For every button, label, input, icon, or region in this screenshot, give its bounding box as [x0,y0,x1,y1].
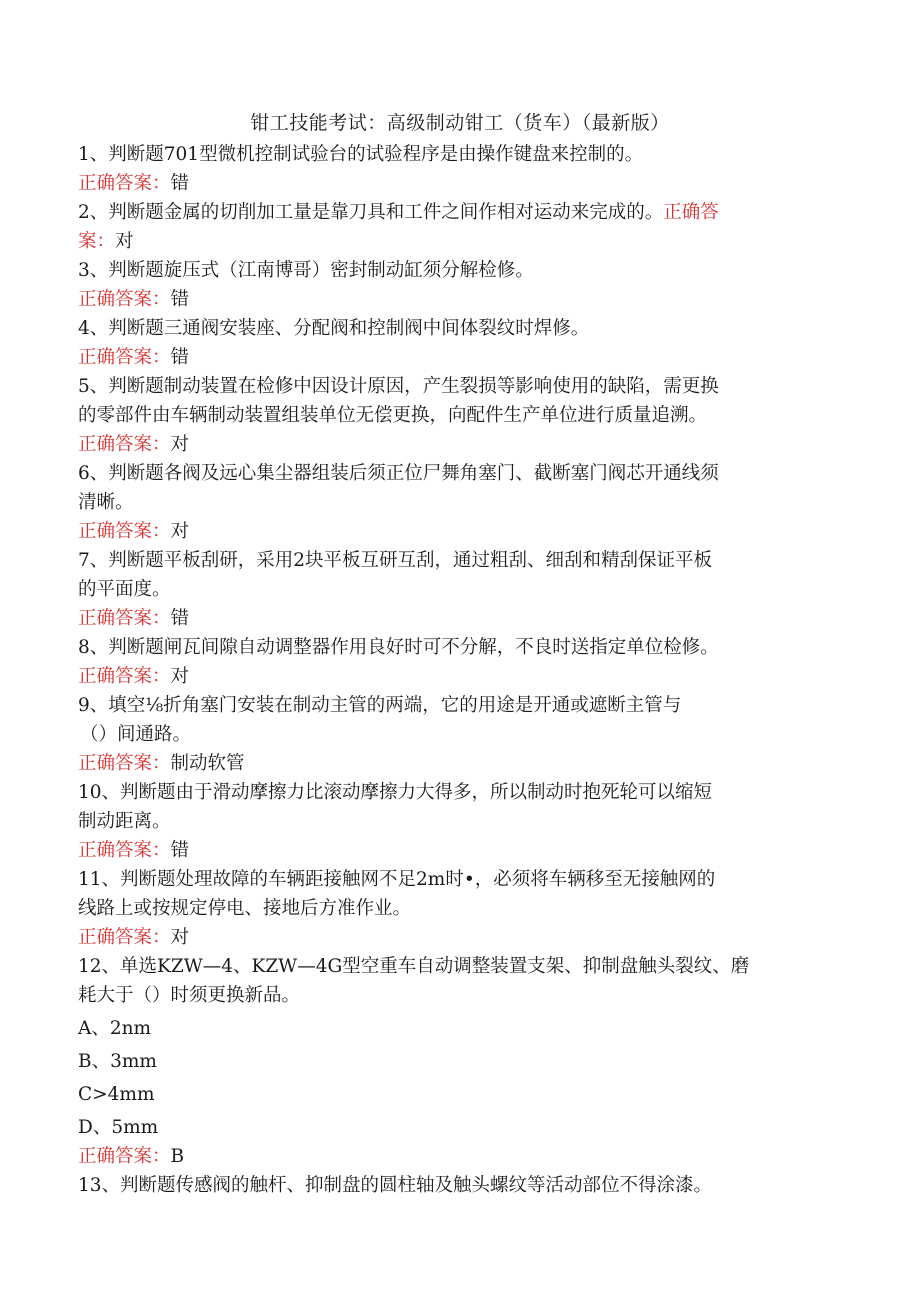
question-5-text-line2: 的零部件由车辆制动装置组装单位无偿更换，向配件生产单位进行质量追溯。 [78,405,708,426]
option-d: D、5mm [78,1117,159,1138]
question-6-text-line2: 清晰。 [78,492,134,513]
question-2-answer [78,227,838,256]
answer-label-part1: 正确答 [663,202,719,223]
answer-label: 正确答案： [78,347,171,368]
question-2-text [78,198,838,227]
answer-label: 正确答案： [78,521,171,542]
question-7-text-line2: 的平面度。 [78,579,171,600]
question-7-text-line1: 7、判断题平板刮研，采用2块平板互研互刮，通过粗刮、细刮和精刮保证平板 [78,550,713,571]
question-2-text-line1: 2、判断题金属的切削加工量是靠刀具和工件之间作相对运动来完成的。 [78,202,664,223]
question-11-answer [78,923,838,952]
question-12-text-line2: 耗大于（）时须更换新品。 [78,985,301,1006]
question-9-answer [78,749,838,778]
answer-value: 对 [170,434,190,455]
answer-value: 对 [170,666,190,687]
question-1-answer [78,169,838,198]
question-3-answer [78,285,838,314]
question-12-answer [78,1142,838,1171]
question-9-text-line2: （）间通路。 [80,724,192,745]
question-5-answer [78,430,838,459]
page-title: 钳工技能考试：高级制动钳工（货车）（最新版） [250,112,670,134]
question-8-answer [78,662,838,691]
answer-value: 制动软管 [170,753,245,774]
answer-value: B [170,1146,185,1167]
answer-label: 正确答案： [78,434,171,455]
question-4-text: 4、判断题三通阀安装座、分配阀和控制阀中间体裂纹时焊修。 [78,318,590,339]
question-1-text: 1、判断题701型微机控制试验台的试验程序是由操作键盘来控制的。 [78,144,644,165]
answer-label: 正确答案： [78,1146,171,1167]
question-6-text-line1: 6、判断题各阀及远心集尘器组装后须正位尸舞角塞门、截断塞门阀芯开通线须 [78,463,719,484]
answer-label: 正确答案： [78,289,171,310]
question-3-text: 3、判断题旋压式（江南博哥）密封制动缸须分解检修。 [78,260,534,281]
question-12-text-line1: 12、单选KZW—4、KZW—4G型空重车自动调整装置支架、抑制盘触头裂纹、磨 [78,956,750,977]
answer-value: 错 [170,173,190,194]
question-7-answer [78,604,838,633]
answer-value: 对 [170,927,190,948]
question-11-text-line1: 11、判断题处理故障的车辆距接触网不足2m时•，必须将车辆移至无接触网的 [78,869,716,890]
answer-label-part2: 案： [78,231,116,252]
answer-label: 正确答案： [78,666,171,687]
answer-label: 正确答案： [78,173,171,194]
question-10-text-line1: 10、判断题由于滑动摩擦力比滚动摩擦力大得多，所以制动时抱死轮可以缩短 [78,782,713,803]
question-6-answer [78,517,838,546]
option-c: C>4mm [78,1084,155,1105]
question-list [78,140,838,1200]
question-11-text-line2: 线路上或按规定停电、接地后方准作业。 [78,898,412,919]
answer-value: 错 [170,840,190,861]
question-5-text-line1: 5、判断题制动装置在检修中因设计原因，产生裂损等影响使用的缺陷，需更换 [78,376,719,397]
question-9-text-line1: 9、填空⅛折角塞门安装在制动主管的两端，它的用途是开通或遮断主管与 [78,695,682,716]
answer-value: 错 [170,608,190,629]
answer-label: 正确答案： [78,753,171,774]
answer-value: 错 [170,289,190,310]
answer-value: 对 [115,231,134,252]
question-10-text-line2: 制动距离。 [78,811,171,832]
option-a: A、2nm [78,1018,152,1039]
option-b: B、3mm [78,1051,157,1072]
question-10-answer [78,836,838,865]
answer-label: 正确答案： [78,840,171,861]
answer-value: 错 [170,347,190,368]
answer-label: 正确答案： [78,927,171,948]
question-13-text: 13、判断题传感阀的触杆、抑制盘的圆柱轴及触头螺纹等活动部位不得涂漆。 [78,1175,713,1196]
answer-label: 正确答案： [78,608,171,629]
question-4-answer [78,343,838,372]
question-8-text: 8、判断题闸瓦间隙自动调整器作用良好时可不分解，不良时送指定单位检修。 [78,637,719,658]
answer-value: 对 [170,521,190,542]
